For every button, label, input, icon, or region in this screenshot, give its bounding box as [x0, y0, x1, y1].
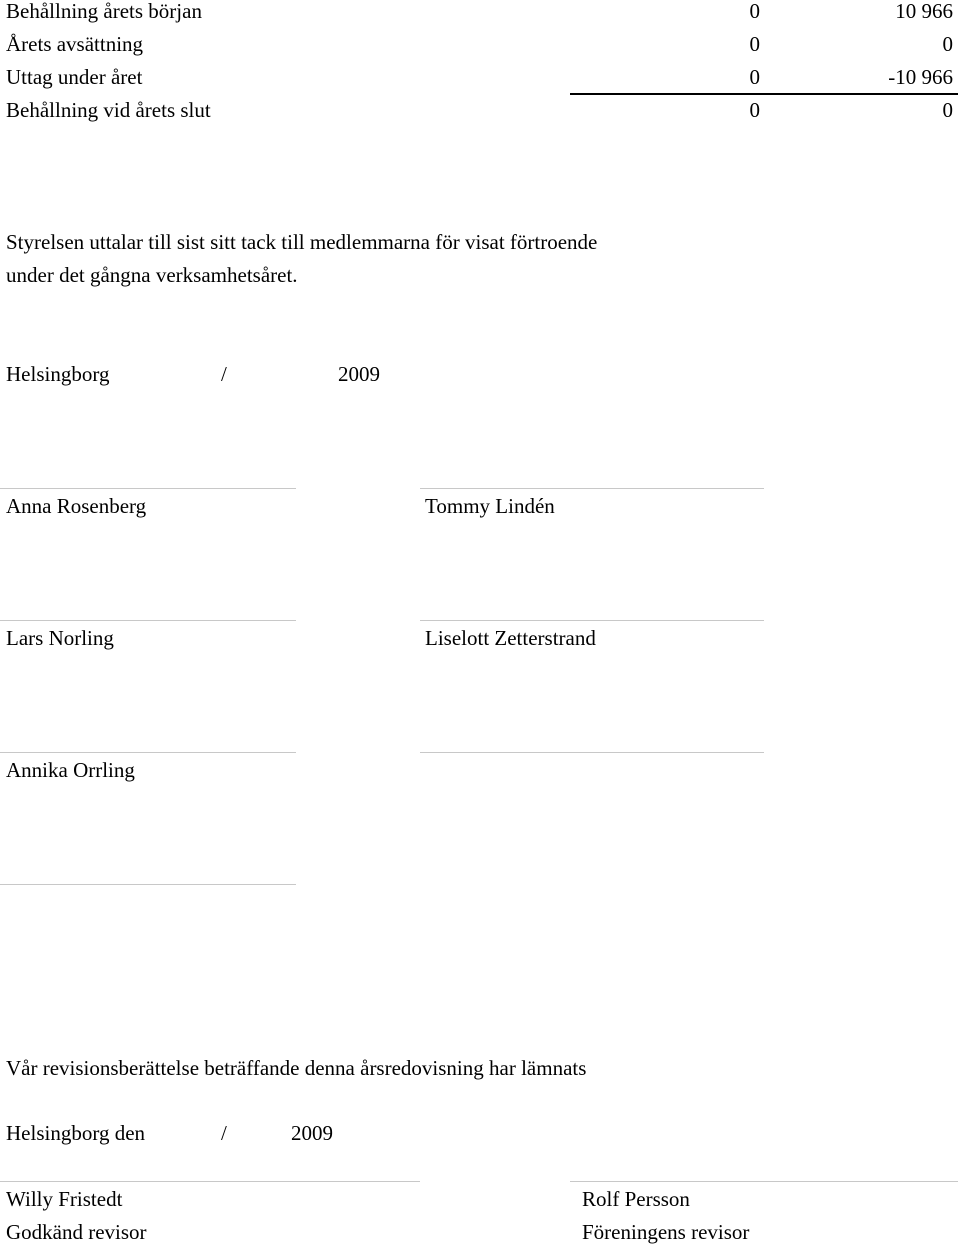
- statement-line: Styrelsen uttalar till sist sitt tack till medlemmarna för visat förtroende: [6, 230, 598, 254]
- row-value-col2: 0: [942, 98, 953, 122]
- signature-line: [0, 752, 296, 753]
- signatory-name: Lars Norling: [6, 626, 114, 650]
- place: Helsingborg: [6, 362, 110, 386]
- row-label: Uttag under året: [6, 65, 143, 89]
- date-separator: /: [221, 362, 227, 386]
- auditor-signature-line: [0, 1181, 420, 1182]
- signature-line: [420, 752, 764, 753]
- row-value-col2: 0: [942, 32, 953, 56]
- audit-place: Helsingborg den: [6, 1121, 146, 1145]
- signature-line: [0, 620, 296, 621]
- signatory-name: Liselott Zetterstrand: [425, 626, 596, 650]
- statement-line: under det gångna verksamhetsåret.: [6, 263, 298, 287]
- signatory-name: Anna Rosenberg: [6, 494, 147, 518]
- row-label: Behållning vid årets slut: [6, 98, 211, 122]
- auditor-name: Rolf Persson: [582, 1187, 690, 1211]
- auditor-name: Willy Fristedt: [6, 1187, 123, 1211]
- audit-date-separator: /: [221, 1121, 227, 1145]
- signature-line: [0, 488, 296, 489]
- row-value-col1: 0: [749, 98, 760, 122]
- row-value-col2: -10 966: [888, 65, 953, 89]
- signature-line: [0, 884, 296, 885]
- audit-statement: Vår revisionsberättelse beträffande denna årsredovisning har lämnats: [6, 1056, 587, 1080]
- row-label: Behållning årets början: [6, 0, 202, 23]
- signatory-name: Annika Orrling: [6, 758, 135, 782]
- signature-line: [420, 488, 764, 489]
- auditor-role: Godkänd revisor: [6, 1220, 147, 1244]
- row-value-col1: 0: [749, 65, 760, 89]
- total-rule: [570, 93, 958, 95]
- auditor-role: Föreningens revisor: [582, 1220, 750, 1244]
- year: 2009: [338, 362, 380, 386]
- signature-line: [420, 620, 764, 621]
- auditor-signature-line: [570, 1181, 958, 1182]
- signatory-name: Tommy Lindén: [425, 494, 555, 518]
- row-value-col1: 0: [749, 32, 760, 56]
- audit-year: 2009: [291, 1121, 333, 1145]
- row-value-col2: 10 966: [895, 0, 953, 23]
- row-value-col1: 0: [749, 0, 760, 23]
- row-label: Årets avsättning: [6, 32, 144, 56]
